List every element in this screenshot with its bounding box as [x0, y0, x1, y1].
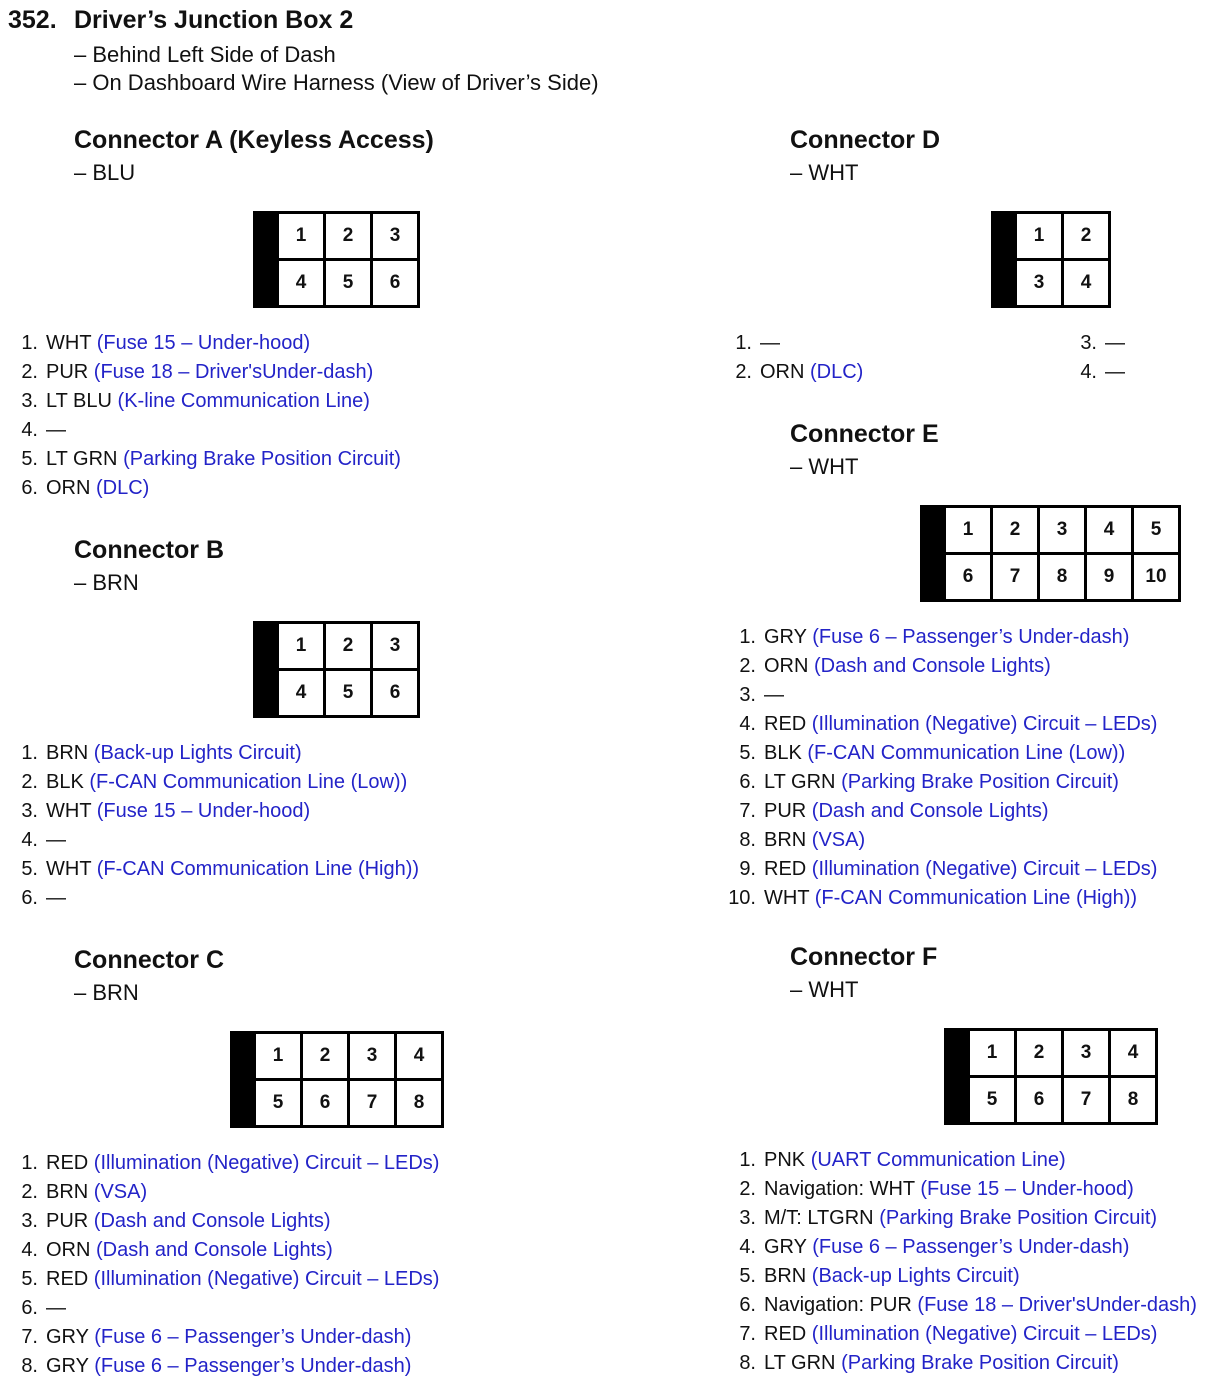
circuit-description: (Illumination (Negative) Circuit – LEDs): [93, 1152, 440, 1174]
location-line-1: – Behind Left Side of Dash: [74, 42, 336, 67]
pin-list-item: [16, 739, 419, 768]
section-title: Driver’s Junction Box 2: [74, 6, 354, 34]
pin-cell: 3: [1040, 508, 1084, 552]
circuit-description: (Parking Brake Position Circuit): [123, 448, 401, 470]
circuit-description: (Back-up Lights Circuit): [811, 1265, 1020, 1287]
wire-color: BRN: [46, 742, 89, 764]
pin-list-item: [16, 768, 419, 797]
wire-color: LT GRN: [46, 448, 118, 470]
pin-number: 5.: [21, 858, 38, 880]
wire-color: ORN: [760, 361, 805, 383]
circuit-description: (VSA): [811, 829, 866, 851]
pin-list-item: [722, 797, 1157, 826]
pin-list-item: [16, 445, 401, 474]
pin-number: 5.: [739, 1265, 756, 1287]
pin-list-item: [16, 358, 401, 387]
pin-number: 1.: [21, 332, 38, 354]
circuit-description: (Illumination (Negative) Circuit – LEDs): [811, 713, 1158, 735]
pin-list-item: [16, 1236, 439, 1265]
pin-number: 7.: [739, 800, 756, 822]
pin-number: 4.: [1080, 361, 1097, 383]
pin-list-item: [16, 1265, 439, 1294]
wire-color: RED: [764, 713, 807, 735]
connector-f-diagram: [944, 1028, 1158, 1125]
pin-number: 6.: [21, 887, 38, 909]
wire-color: WHT: [764, 887, 810, 909]
circuit-description: (F-CAN Communication Line (Low)): [807, 742, 1126, 764]
wire-color: GRY: [764, 1236, 807, 1258]
connector-d-diagram: [991, 211, 1111, 308]
circuit-description: (Illumination (Negative) Circuit – LEDs): [811, 1323, 1158, 1345]
pin-number: 3.: [739, 684, 756, 706]
pin-list-item: [722, 710, 1157, 739]
pin-cell: 3: [373, 214, 417, 258]
connector-d-heading: Connector D: [790, 126, 940, 154]
pin-cell: 8: [397, 1081, 441, 1125]
wire-color: —: [46, 1297, 66, 1319]
pin-list-item: [1075, 358, 1125, 387]
pin-cell: 1: [256, 1034, 300, 1078]
circuit-description: (Parking Brake Position Circuit): [841, 1352, 1119, 1374]
pin-cell: 1: [1017, 214, 1061, 258]
pin-number: 8.: [739, 829, 756, 851]
connector-f-heading: Connector F: [790, 943, 938, 971]
wire-color: LT GRN: [764, 771, 836, 793]
pin-list-item: [16, 416, 401, 445]
pin-list-item: [16, 1323, 439, 1352]
pin-cell: 9: [1087, 555, 1131, 599]
pin-list-item: [1075, 329, 1125, 358]
pin-number: 1.: [21, 742, 38, 764]
pin-cell: 4: [1111, 1031, 1155, 1075]
connector-c-color: – BRN: [74, 980, 139, 1005]
wire-color: WHT: [46, 800, 92, 822]
connector-a-diagram: [253, 211, 420, 308]
pin-list-item: [730, 1262, 1197, 1291]
wire-color: —: [46, 829, 66, 851]
connector-d-pin-list-right: [1075, 329, 1125, 387]
connector-grid: [946, 508, 1178, 599]
wire-color: RED: [46, 1152, 89, 1174]
wire-color: GRY: [764, 626, 807, 648]
circuit-description: (Parking Brake Position Circuit): [841, 771, 1119, 793]
pin-cell: 4: [1064, 261, 1108, 305]
section-number: 352.: [8, 6, 57, 34]
wire-color: BLK: [46, 771, 84, 793]
connector-grid: [970, 1031, 1155, 1122]
connector-d-pin-list-left: [730, 329, 863, 387]
pin-list-item: [730, 1291, 1197, 1320]
pin-cell: 7: [1064, 1078, 1108, 1122]
pin-cell: 3: [350, 1034, 394, 1078]
pin-cell: 5: [256, 1081, 300, 1125]
wire-color: BRN: [46, 1181, 89, 1203]
connector-b-diagram: [253, 621, 420, 718]
wire-color: M/T: LTGRN: [764, 1207, 880, 1229]
pin-number: 6.: [739, 1294, 756, 1316]
pin-cell: 5: [326, 671, 370, 715]
circuit-description: (Fuse 6 – Passenger’s Under-dash): [812, 1236, 1130, 1258]
pin-cell: 3: [1017, 261, 1061, 305]
connector-e-diagram: [920, 505, 1181, 602]
connector-a-color: – BLU: [74, 160, 136, 185]
connector-b-color: – BRN: [74, 570, 139, 595]
pin-cell: 1: [946, 508, 990, 552]
pin-number: 2.: [21, 1181, 38, 1203]
pin-list-item: [730, 1175, 1197, 1204]
pin-cell: 4: [279, 261, 323, 305]
wire-color: GRY: [46, 1355, 89, 1377]
circuit-description: (Fuse 15 – Under-hood): [96, 800, 311, 822]
pin-cell: 8: [1040, 555, 1084, 599]
pin-cell: 2: [326, 624, 370, 668]
pin-list-item: [16, 1207, 439, 1236]
connector-grid: [256, 1034, 441, 1125]
pin-list-item: [722, 681, 1157, 710]
pin-number: 6.: [21, 477, 38, 499]
pin-cell: 10: [1134, 555, 1178, 599]
circuit-description: (Fuse 6 – Passenger’s Under-dash): [94, 1326, 412, 1348]
wire-color: PUR: [46, 361, 89, 383]
pin-list-item: [16, 329, 401, 358]
pin-list-item: [16, 474, 401, 503]
wire-color: ORN: [46, 477, 91, 499]
pin-list-item: [730, 1349, 1197, 1378]
pin-list-item: [730, 1204, 1197, 1233]
wire-color: RED: [46, 1268, 89, 1290]
wire-color: BRN: [764, 829, 807, 851]
pin-number: 4.: [21, 829, 38, 851]
pin-number: 1.: [735, 332, 752, 354]
pin-cell: 1: [970, 1031, 1014, 1075]
pin-list-item: [730, 1146, 1197, 1175]
pin-cell: 1: [279, 214, 323, 258]
connector-f-color: – WHT: [790, 977, 859, 1002]
pin-cell: 6: [1017, 1078, 1061, 1122]
connector-grid: [279, 624, 417, 715]
circuit-description: (Illumination (Negative) Circuit – LEDs): [811, 858, 1158, 880]
wire-color: PUR: [46, 1210, 89, 1232]
pin-number: 4.: [21, 1239, 38, 1261]
pin-number: 4.: [21, 419, 38, 441]
pin-number: 1.: [21, 1152, 38, 1174]
pin-number: 3.: [1080, 332, 1097, 354]
wire-color: RED: [764, 858, 807, 880]
pin-cell: 2: [993, 508, 1037, 552]
wire-color: —: [46, 887, 66, 909]
circuit-description: (Fuse 18 – Driver'sUnder-dash): [93, 361, 374, 383]
pin-list-item: [16, 1352, 439, 1381]
pin-cell: 2: [1064, 214, 1108, 258]
pin-cell: 7: [993, 555, 1037, 599]
circuit-description: (K-line Communication Line): [117, 390, 370, 412]
circuit-description: (Dash and Console Lights): [93, 1210, 331, 1232]
page-title: [8, 6, 353, 35]
wire-color: WHT: [46, 858, 92, 880]
pin-number: 3.: [21, 390, 38, 412]
pin-list-item: [722, 826, 1157, 855]
pin-cell: 5: [326, 261, 370, 305]
wire-color: LT GRN: [764, 1352, 836, 1374]
pin-list-item: [722, 855, 1157, 884]
pin-number: 2.: [739, 655, 756, 677]
wire-color: WHT: [46, 332, 92, 354]
wire-color: Navigation: PUR: [764, 1294, 912, 1316]
connector-c-heading: Connector C: [74, 946, 224, 974]
circuit-description: (F-CAN Communication Line (High)): [96, 858, 420, 880]
wire-color: —: [46, 419, 66, 441]
pin-number: 4.: [739, 1236, 756, 1258]
pin-cell: 6: [946, 555, 990, 599]
circuit-description: (Dash and Console Lights): [814, 655, 1051, 677]
pin-number: 9.: [739, 858, 756, 880]
pin-number: 10.: [728, 887, 756, 909]
connector-f-pin-list: [730, 1146, 1197, 1378]
connector-e-heading: Connector E: [790, 420, 939, 448]
wire-color: Navigation: WHT: [764, 1178, 915, 1200]
pin-cell: 6: [373, 671, 417, 715]
connector-e-pin-list: [722, 623, 1157, 913]
pin-number: 7.: [21, 1326, 38, 1348]
pin-cell: 5: [970, 1078, 1014, 1122]
pin-list-item: [722, 739, 1157, 768]
circuit-description: (DLC): [96, 477, 150, 499]
circuit-description: (Illumination (Negative) Circuit – LEDs): [93, 1268, 440, 1290]
circuit-description: (F-CAN Communication Line (High)): [814, 887, 1138, 909]
circuit-description: (Fuse 15 – Under-hood): [96, 332, 311, 354]
pin-number: 2.: [739, 1178, 756, 1200]
pin-list-item: [16, 797, 419, 826]
wire-color: BRN: [764, 1265, 807, 1287]
wire-color: ORN: [46, 1239, 91, 1261]
pin-number: 7.: [739, 1323, 756, 1345]
pin-number: 6.: [739, 771, 756, 793]
connector-b-pin-list: [16, 739, 419, 913]
circuit-description: (Dash and Console Lights): [811, 800, 1049, 822]
pin-list-item: [16, 387, 401, 416]
pin-number: 8.: [739, 1352, 756, 1374]
connector-d-color: – WHT: [790, 160, 859, 185]
connector-grid: [279, 214, 417, 305]
connector-c-diagram: [230, 1031, 444, 1128]
circuit-description: (Fuse 6 – Passenger’s Under-dash): [94, 1355, 412, 1377]
connector-a-heading: Connector A (Keyless Access): [74, 126, 434, 154]
pin-cell: 4: [279, 671, 323, 715]
pin-cell: 2: [326, 214, 370, 258]
pin-number: 3.: [21, 800, 38, 822]
wire-color: —: [1105, 332, 1125, 354]
connector-e-color: – WHT: [790, 454, 859, 479]
connector-c-pin-list: [16, 1149, 439, 1381]
pin-list-item: [16, 1149, 439, 1178]
pin-cell: 3: [1064, 1031, 1108, 1075]
pin-number: 3.: [739, 1207, 756, 1229]
pin-cell: 4: [1087, 508, 1131, 552]
pin-list-item: [16, 1178, 439, 1207]
circuit-description: (Parking Brake Position Circuit): [879, 1207, 1158, 1229]
location-line-2: – On Dashboard Wire Harness (View of Driver’s Side): [74, 70, 599, 95]
pin-number: 5.: [21, 448, 38, 470]
pin-cell: 4: [397, 1034, 441, 1078]
pin-number: 6.: [21, 1297, 38, 1319]
pin-number: 1.: [739, 1149, 756, 1171]
pin-number: 5.: [21, 1268, 38, 1290]
pin-number: 3.: [21, 1210, 38, 1232]
pin-number: 5.: [739, 742, 756, 764]
circuit-description: (Back-up Lights Circuit): [93, 742, 302, 764]
wire-color: ORN: [764, 655, 809, 677]
pin-number: 8.: [21, 1355, 38, 1377]
pin-list-item: [16, 884, 419, 913]
wire-color: PNK: [764, 1149, 806, 1171]
wire-color: RED: [764, 1323, 807, 1345]
pin-cell: 8: [1111, 1078, 1155, 1122]
pin-list-item: [730, 1233, 1197, 1262]
connector-a-pin-list: [16, 329, 401, 503]
pin-list-item: [722, 768, 1157, 797]
circuit-description: (Dash and Console Lights): [96, 1239, 333, 1261]
pin-list-item: [16, 1294, 439, 1323]
pin-number: 1.: [739, 626, 756, 648]
pin-cell: 2: [303, 1034, 347, 1078]
connector-b-heading: Connector B: [74, 536, 224, 564]
wire-color: —: [764, 684, 784, 706]
wire-color: BLK: [764, 742, 802, 764]
circuit-description: (Fuse 6 – Passenger’s Under-dash): [812, 626, 1130, 648]
pin-number: 4.: [739, 713, 756, 735]
pin-list-item: [730, 358, 863, 387]
circuit-description: (DLC): [810, 361, 864, 383]
pin-cell: 6: [373, 261, 417, 305]
circuit-description: (Fuse 18 – Driver'sUnder-dash): [917, 1294, 1197, 1316]
pin-list-item: [722, 623, 1157, 652]
pin-cell: 1: [279, 624, 323, 668]
pin-list-item: [722, 884, 1157, 913]
connector-grid: [1017, 214, 1108, 305]
circuit-description: (VSA): [93, 1181, 148, 1203]
pin-number: 2.: [735, 361, 752, 383]
wire-color: —: [1105, 361, 1125, 383]
pin-list-item: [16, 826, 419, 855]
pin-cell: 6: [303, 1081, 347, 1125]
pin-list-item: [730, 1320, 1197, 1349]
circuit-description: (UART Communication Line): [810, 1149, 1066, 1171]
pin-cell: 5: [1134, 508, 1178, 552]
pin-number: 2.: [21, 361, 38, 383]
wire-color: PUR: [764, 800, 807, 822]
pin-list-item: [722, 652, 1157, 681]
pin-number: 2.: [21, 771, 38, 793]
circuit-description: (F-CAN Communication Line (Low)): [89, 771, 408, 793]
pin-cell: 2: [1017, 1031, 1061, 1075]
pin-list-item: [730, 329, 863, 358]
wire-color: —: [760, 332, 780, 354]
pin-cell: 3: [373, 624, 417, 668]
circuit-description: (Fuse 15 – Under-hood): [920, 1178, 1134, 1200]
pin-list-item: [16, 855, 419, 884]
pin-cell: 7: [350, 1081, 394, 1125]
wire-color: LT BLU: [46, 390, 112, 412]
wire-color: GRY: [46, 1326, 89, 1348]
